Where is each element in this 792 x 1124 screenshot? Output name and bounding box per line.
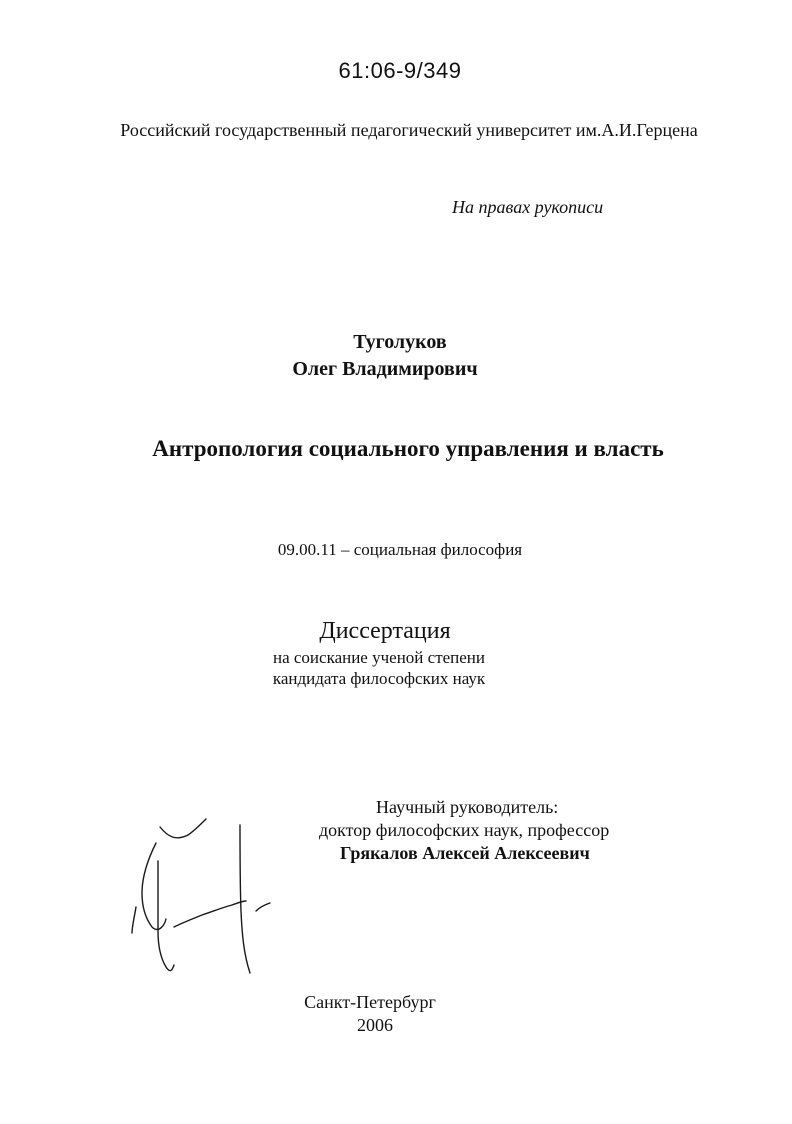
document-type: Диссертация: [319, 618, 451, 644]
rights-notice: На правах рукописи: [452, 197, 604, 217]
city: Санкт-Петербург: [304, 992, 436, 1012]
specialty-code: 09.00.11 – социальная философия: [277, 540, 523, 559]
degree-line-2: кандидата философских наук: [272, 669, 486, 688]
supervisor-name: Грякалов Алексей Алексеевич: [340, 843, 590, 863]
supervisor-role: Научный руководитель:: [376, 797, 559, 817]
author-surname: Туголуков: [353, 331, 447, 353]
degree-line-1: на соискание ученой степени: [272, 648, 486, 667]
author-signature: [120, 815, 290, 980]
author-given-names: Олег Владимирович: [292, 358, 478, 380]
university-name: Российский государственный педагогический университет им.А.И.Герцена: [120, 120, 698, 140]
supervisor-credentials: доктор философских наук, профессор: [319, 820, 610, 840]
dissertation-title: Антропология социального управления и власть: [152, 436, 664, 461]
catalog-number: 61:06-9/349: [338, 58, 462, 83]
year: 2006: [357, 1015, 393, 1035]
